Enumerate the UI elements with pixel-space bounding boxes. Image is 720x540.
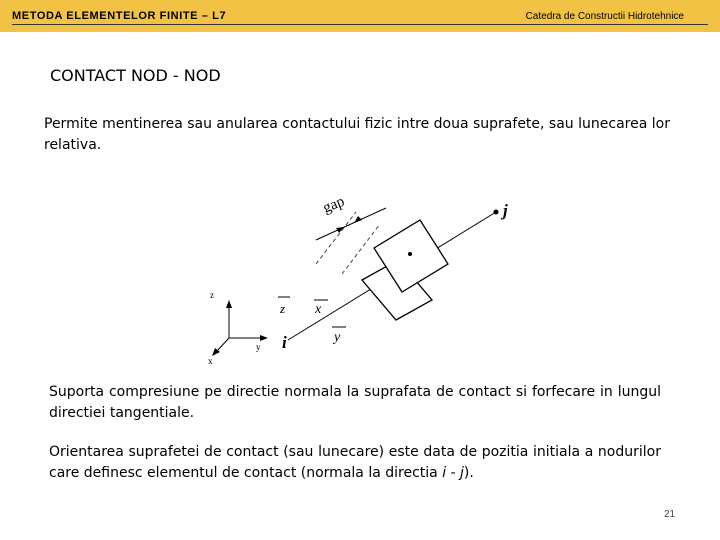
node-j-point	[494, 210, 499, 215]
local-y-label: y	[334, 330, 341, 345]
node-j-label: j	[503, 201, 508, 220]
diagram-svg	[196, 168, 526, 368]
header-course-title: METODA ELEMENTELOR FINITE – L7	[12, 10, 227, 22]
global-z-label: z	[210, 290, 214, 300]
gap-arrowhead-left	[336, 227, 344, 233]
paragraph-compression-shear: Suporta compresiune pe directie normala la suprafata de contact si forfecare in lungul directiei tangentiale.	[49, 384, 661, 421]
global-y-arrowhead	[260, 335, 268, 341]
slide-title: CONTACT NOD - NOD	[50, 66, 221, 85]
header-divider	[12, 24, 708, 25]
contact-element-diagram	[196, 168, 526, 368]
orientation-text-end: ).	[463, 465, 474, 481]
orientation-text-start: Orientarea suprafetei de contact (sau lunecare) este data de pozitia initiala a nodurilor care definesc elementul de contact (normala la directia	[49, 444, 661, 481]
orientation-text-ij: i - j	[442, 465, 464, 481]
gap-dashed-line-left	[316, 212, 356, 264]
header-bar	[0, 0, 720, 32]
page-number: 21	[664, 509, 676, 520]
paragraph-description: Permite mentinerea sau anularea contactului fizic intre doua suprafete, sau lunecarea lor relativa.	[44, 116, 670, 153]
global-x-axis	[216, 338, 229, 352]
paragraph-orientation	[49, 442, 661, 484]
gap-label: gap	[320, 193, 347, 217]
gap-arrowhead-right	[354, 216, 362, 223]
header-department: Catedra de Constructii Hidrotehnice	[525, 11, 684, 22]
global-y-label: y	[256, 342, 261, 352]
global-z-arrowhead	[226, 300, 232, 308]
local-z-label: z	[280, 301, 286, 316]
node-i-label: i	[282, 333, 287, 352]
global-x-label: x	[208, 356, 213, 366]
contact-block-center	[408, 252, 412, 256]
local-x-label: x	[315, 302, 322, 317]
